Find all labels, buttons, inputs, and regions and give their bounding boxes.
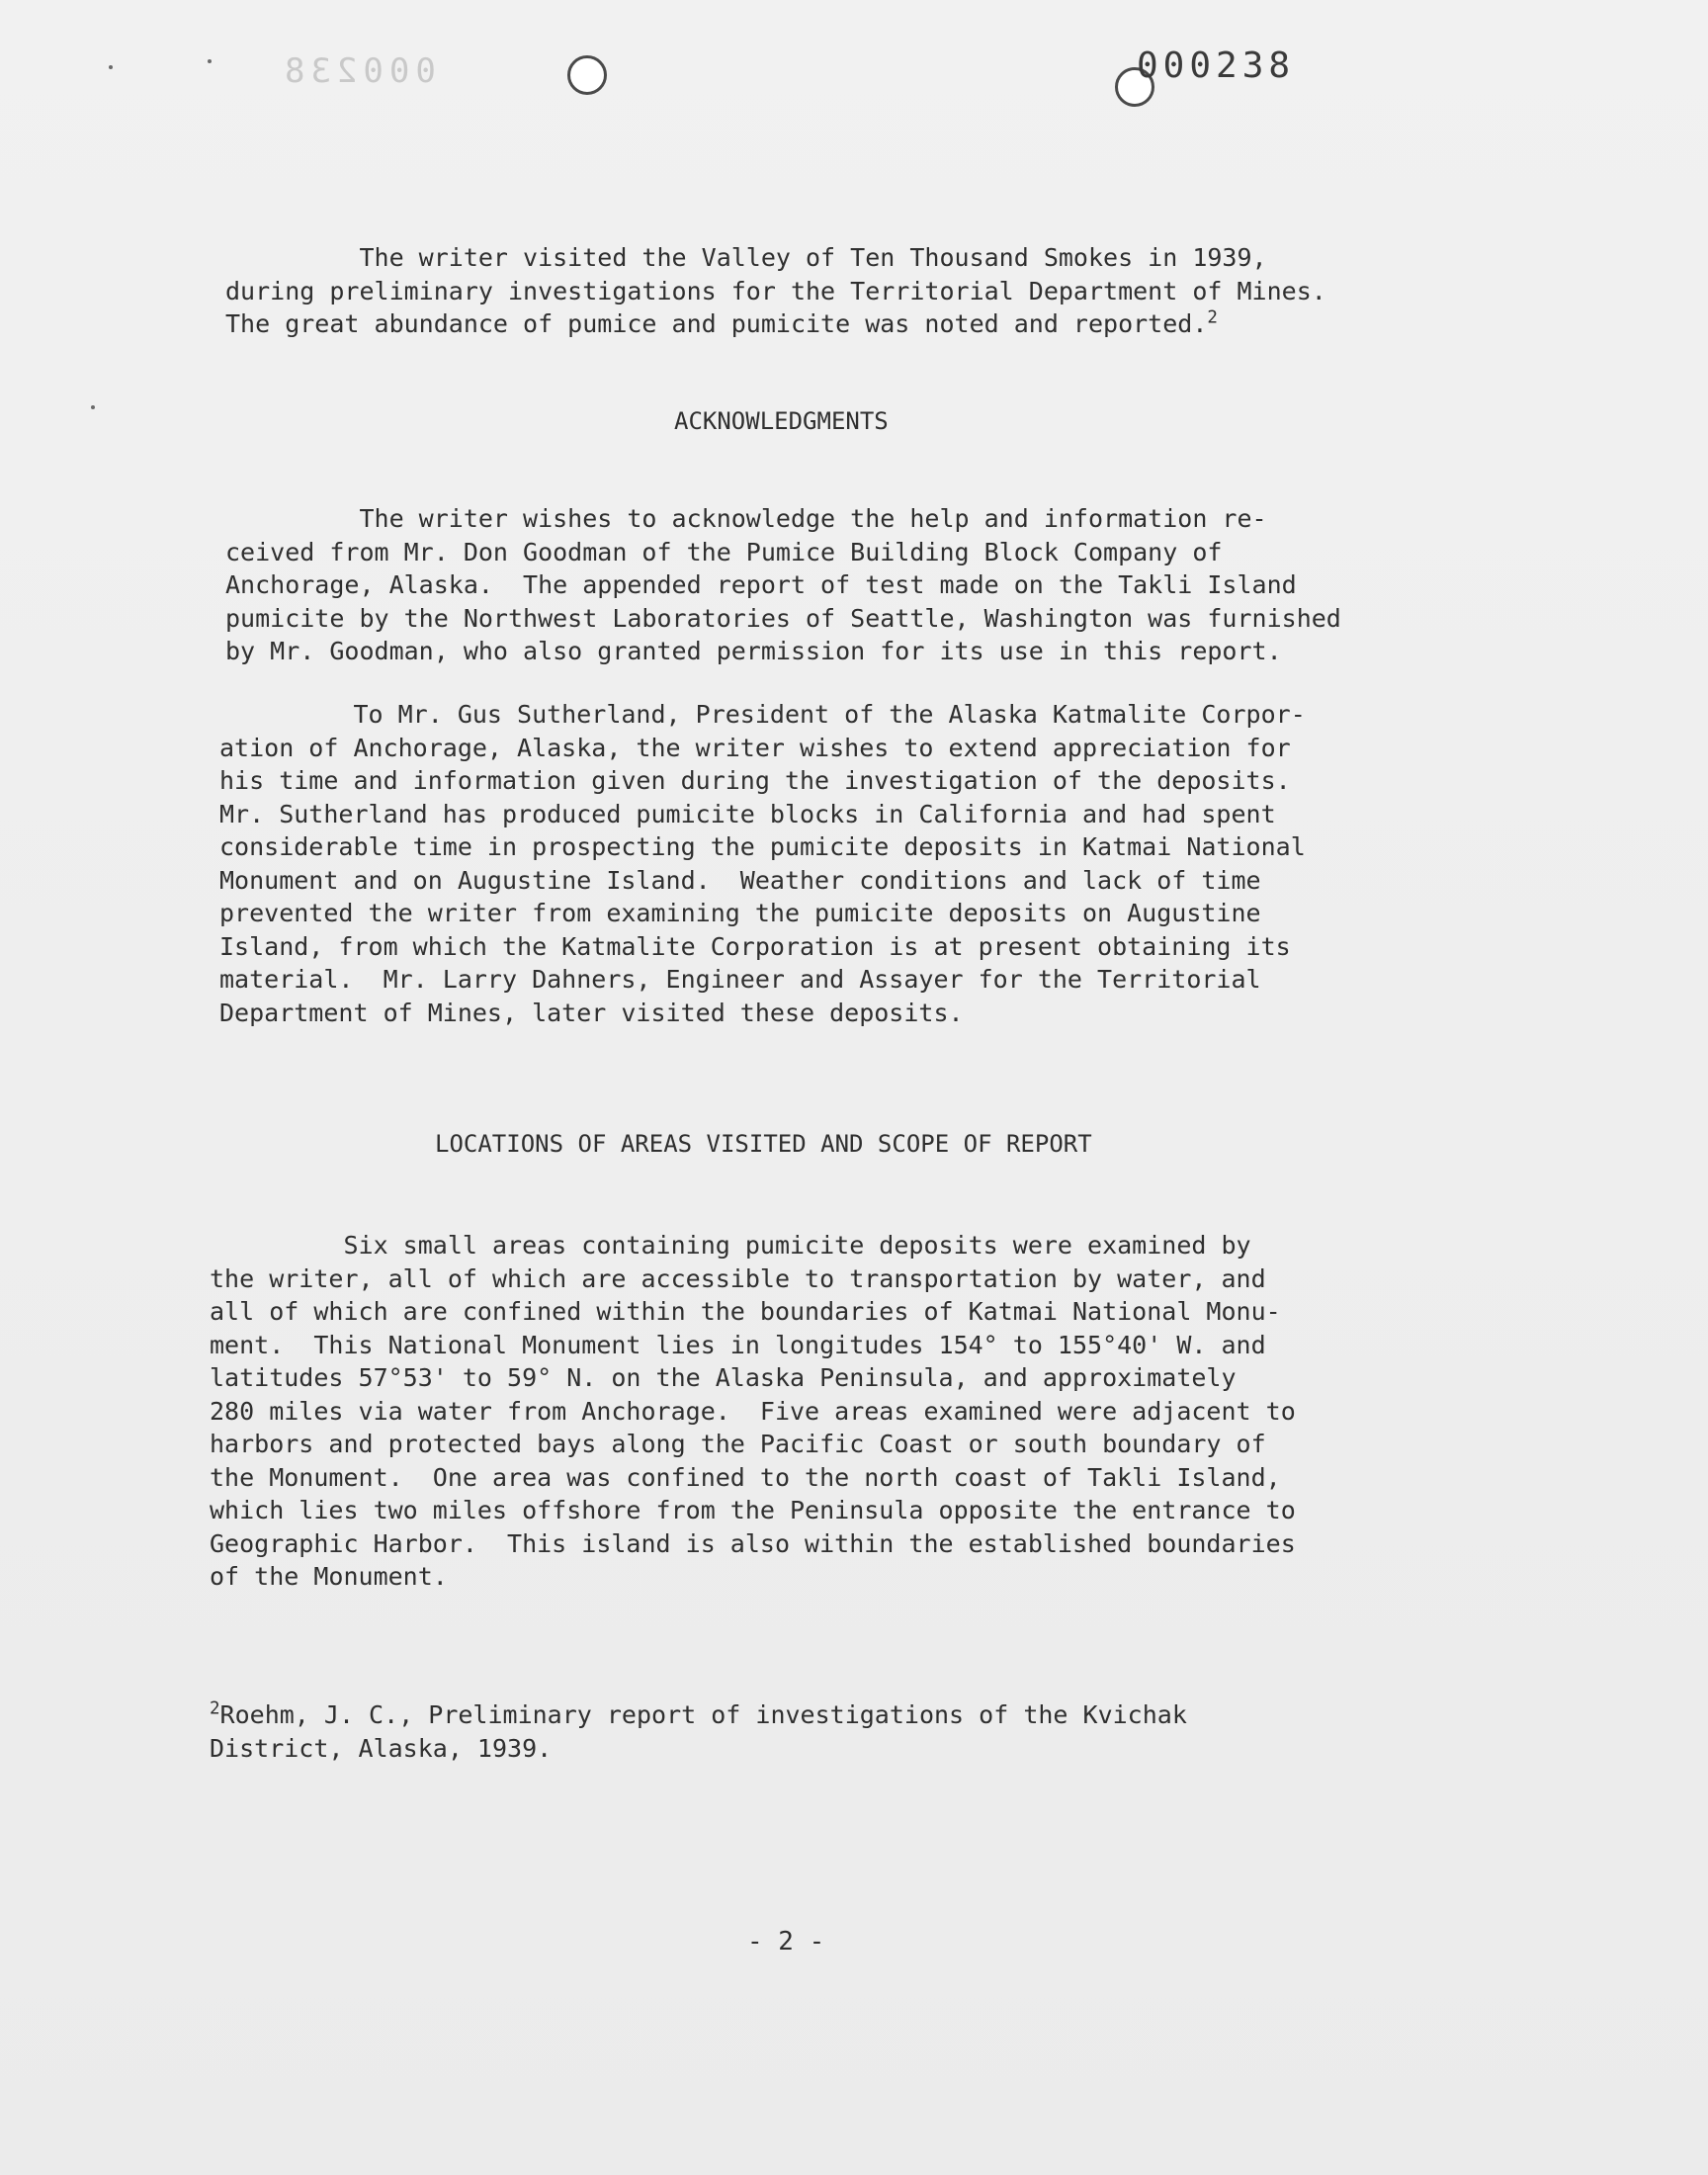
- page-number: - 2 -: [747, 1927, 825, 1957]
- acknowledgments-paragraph-2: To Mr. Gus Sutherland, President of the Alaska Katmalite Corpor- ation of Anchorage, Alaska, the writer wishes to extend appreciation for his time and information given during the investigation of the deposits. Mr. Sutherland has produced pumicite blocks in California and had spent considerable time in prospecting the pumicite deposits in Katmai National Monument and on Augustine Island. Weather conditions and lack of time prevented the writer from examining the pumicite deposits on Augustine Island, from which the Katmalite Corporation is at present obtaining its material. Mr. Larry Dahners, Engineer and Assayer for the Territorial Department of Mines, later visited these deposits.: [219, 700, 1306, 1027]
- footnote-text: Roehm, J. C., Preliminary report of investigations of the Kvichak District, Alaska, 1939.: [210, 1700, 1187, 1763]
- stray-mark: [109, 65, 113, 69]
- acknowledgments-heading: ACKNOWLEDGMENTS: [674, 407, 889, 435]
- footnote: [210, 1698, 1187, 1765]
- footnote-reference: 2: [1207, 307, 1218, 328]
- footnote-number: 2: [210, 1698, 220, 1719]
- bleed-through-number: 000238: [279, 51, 436, 91]
- locations-heading: LOCATIONS OF AREAS VISITED AND SCOPE OF REPORT: [435, 1130, 1092, 1158]
- punch-hole-left: [567, 55, 607, 95]
- stray-mark: [91, 405, 95, 409]
- document-number: 000238: [1137, 45, 1296, 86]
- intro-text: The writer visited the Valley of Ten Thousand Smokes in 1939, during preliminary investigations for the Territorial Department of Mines. The great abundance of pumice and pumicite was noted and reported.: [225, 243, 1326, 338]
- acknowledgments-paragraph-1: The writer wishes to acknowledge the help and information re- ceived from Mr. Don Goodman of the Pumice Building Block Company of Anchorage, Alaska. The appended report of test made on the Takli Island pumicite by the Northwest Laboratories of Seattle, Washington was furnished by Mr. Goodman, who also granted permission for its use in this report.: [225, 504, 1341, 665]
- stray-mark: [208, 59, 212, 63]
- intro-paragraph: [225, 241, 1326, 341]
- locations-paragraph: Six small areas containing pumicite deposits were examined by the writer, all of which are accessible to transportation by water, and all of which are confined within the boundaries of Katmai National Monu- ment. This National Monument lies in longitudes 154° to 155°40' W. and latitudes 57°53' to 59° N. on the Alaska Peninsula, and approximately 280 miles via water from Anchorage. Five areas examined were adjacent to harbors and protected bays along the Pacific Coast or south boundary of the Monument. One area was confined to the north coast of Takli Island, which lies two miles offshore from the Peninsula opposite the entrance to Geographic Harbor. This island is also within the established boundaries of the Monument.: [210, 1231, 1296, 1591]
